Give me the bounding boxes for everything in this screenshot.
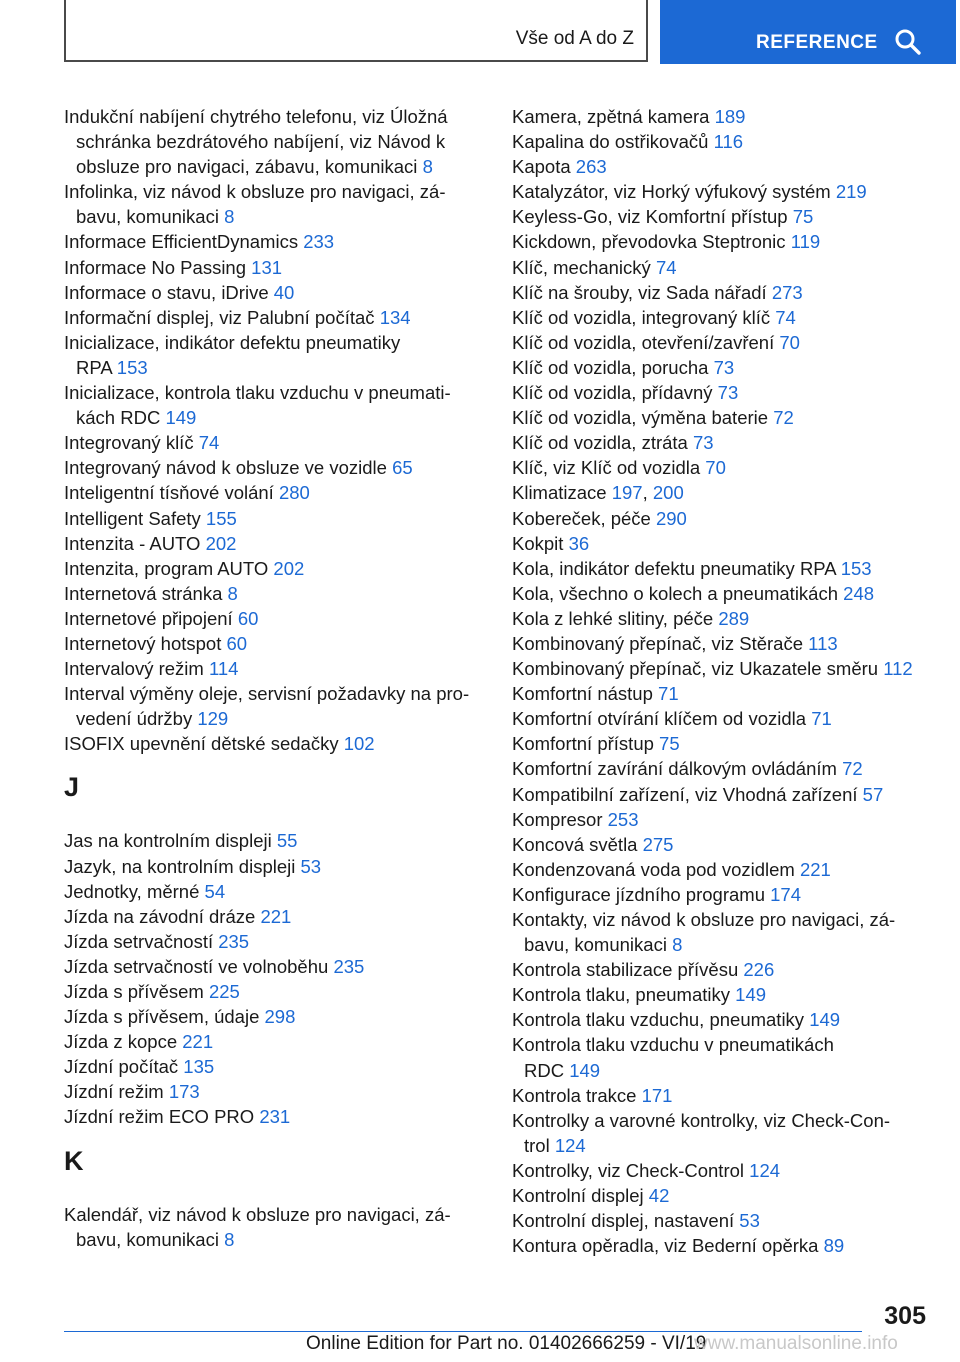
footer-divider: [64, 1331, 862, 1332]
index-entry: [64, 656, 484, 681]
index-entry-text: Kola, všechno o kolech a pneumatikách: [512, 582, 839, 604]
index-entry-text: Jízdní režim: [64, 1081, 164, 1103]
index-entry: [64, 305, 484, 330]
page-reference-link[interactable]: 134: [379, 306, 411, 328]
index-entry-text: Kontakty, viz návod k obsluze pro navigaci, zá- bavu, komunikaci: [512, 909, 896, 956]
index-entry: [64, 581, 484, 606]
index-letter-heading: K: [64, 1145, 84, 1176]
index-entry: [64, 104, 484, 179]
page-reference-link[interactable]: 226: [743, 959, 775, 981]
index-entry-text: Koncová světla: [512, 833, 638, 855]
index-entry: [512, 882, 932, 907]
page-reference-link[interactable]: 155: [205, 507, 237, 529]
page-reference-link[interactable]: 221: [799, 858, 831, 880]
index-entry-text: Kontrolní displej: [512, 1185, 644, 1207]
reference-tab[interactable]: [660, 0, 956, 64]
index-entry: [64, 506, 484, 531]
index-entry-text: Internetová stránka: [64, 582, 223, 604]
index-entry: [512, 982, 932, 1007]
index-entry-text: Kobereček, péče: [512, 507, 651, 529]
page-reference-link[interactable]: 289: [718, 607, 750, 629]
page-reference-link[interactable]: 248: [843, 582, 875, 604]
page-reference-link[interactable]: 57: [862, 783, 884, 805]
index-entry: [64, 229, 484, 254]
index-entry: [512, 104, 932, 129]
page-reference-link[interactable]: 70: [705, 457, 726, 479]
page-reference-link[interactable]: 53: [300, 855, 322, 877]
index-entry: [64, 280, 484, 305]
watermark-text: www.manualsonline.info: [694, 1333, 898, 1354]
index-entry-text: Jízda z kopce: [64, 1031, 178, 1053]
index-entry: [512, 1108, 932, 1158]
index-entry: [64, 879, 484, 904]
index-entry-text: Kola, indikátor defektu pneumatiky RPA: [512, 557, 836, 579]
index-entry-text: Jízdní počítač: [64, 1056, 179, 1078]
page-reference-link[interactable]: 53: [739, 1210, 760, 1232]
index-entry: [512, 706, 932, 731]
page-reference-link[interactable]: 225: [208, 981, 240, 1002]
page-reference-link[interactable]: 253: [607, 808, 639, 830]
index-entry: [512, 807, 932, 832]
page-reference-link[interactable]: 275: [642, 833, 674, 855]
page-reference-link[interactable]: 221: [182, 1031, 214, 1053]
index-entry: [64, 455, 484, 480]
index-entry: [512, 1007, 932, 1032]
page-reference-link[interactable]: 149: [165, 407, 197, 429]
index-entry: [64, 1004, 484, 1029]
index-entry-text: Jízda na závodní dráze: [64, 905, 256, 927]
page-reference-link[interactable]: 280: [278, 482, 310, 504]
index-entry: [64, 1104, 484, 1129]
index-entry-text: Keyless-Go, viz Komfortní přístup: [512, 206, 788, 228]
index-entry: [512, 907, 932, 957]
index-entry-text: Klíč, mechanický: [512, 256, 651, 278]
page-reference-link[interactable]: 235: [333, 955, 365, 977]
index-entry-text: Kapalina do ostřikovačů: [512, 131, 709, 153]
page-reference-link[interactable]: 113: [808, 632, 838, 654]
page-reference-link[interactable]: 119: [790, 231, 821, 253]
index-entry-text: Infolinka, viz návod k obsluze pro navigaci, zá- bavu, komunikaci: [64, 181, 446, 228]
page-header: [64, 0, 958, 64]
page-reference-link[interactable]: 8: [224, 206, 235, 228]
index-entry-text: Kontrolky a varovné kontrolky, viz Check-Con- trol: [512, 1109, 891, 1156]
page-reference-link[interactable]: 72: [842, 758, 863, 780]
index-entry: [64, 531, 484, 556]
page-reference-link[interactable]: 65: [392, 457, 413, 479]
index-entry: [512, 1233, 932, 1258]
index-entry: [512, 1083, 932, 1108]
index-entry: [512, 380, 932, 405]
page-reference-link[interactable]: 60: [226, 632, 248, 654]
index-entry: [64, 929, 484, 954]
index-entry: [512, 405, 932, 430]
page-reference-link[interactable]: 40: [273, 281, 295, 303]
index-entry-text: Kontrola tlaku, pneumatiky: [512, 984, 731, 1006]
page-reference-link[interactable]: 72: [773, 407, 794, 429]
page-reference-link[interactable]: 36: [568, 532, 590, 554]
index-entry: [512, 1032, 932, 1082]
index-entry: [512, 531, 932, 556]
page-reference-link[interactable]: 55: [276, 830, 298, 852]
index-entry-text: Kontrola tlaku vzduchu, pneumatiky: [512, 1009, 805, 1031]
index-entry: [512, 229, 932, 254]
page-reference-link[interactable]: 75: [792, 206, 814, 228]
index-entry-text: Klíč od vozidla, přídavný: [512, 382, 713, 404]
index-entry: [512, 631, 932, 656]
index-entry-text: Kompatibilní zařízení, viz Vhodná zařízení: [512, 783, 858, 805]
page-reference-link[interactable]: 298: [264, 1006, 296, 1028]
page-reference-link[interactable]: 149: [735, 984, 767, 1006]
index-entry-text: Integrovaný klíč: [64, 432, 194, 454]
index-entry: [512, 656, 932, 681]
index-entry: [512, 1208, 932, 1233]
page-reference-link[interactable]: 171: [641, 1084, 673, 1106]
index-entry: [512, 154, 932, 179]
page-reference-link[interactable]: 231: [259, 1106, 291, 1128]
index-entry: [64, 380, 484, 430]
page-reference-link[interactable]: 135: [183, 1056, 215, 1078]
index-column-right: [512, 104, 932, 1258]
index-entry-text: Jízda setrvačností ve volnoběhu: [64, 955, 329, 977]
index-entry-text: Klíč od vozidla, výměna baterie: [512, 407, 769, 429]
index-entry-text: Kondenzovaná voda pod vozidlem: [512, 858, 795, 880]
index-entry-text: Konfigurace jízdního programu: [512, 883, 765, 905]
index-entry-text: Komfortní zavírání dálkovým ovládáním: [512, 758, 837, 780]
index-entry-text: Interval výměny oleje, servisní požadavky na pro- vedení údržby: [64, 683, 470, 730]
index-entry-text: Internetové připojení: [64, 607, 233, 629]
index-entry: [512, 179, 932, 204]
index-entry: [512, 305, 932, 330]
page-reference-link[interactable]: 149: [569, 1059, 601, 1081]
index-entry-text: Inicializace, indikátor defektu pneumatiky RPA: [64, 331, 401, 378]
index-entry: [64, 430, 484, 455]
index-entry-text: Kontrolní displej, nastavení: [512, 1210, 735, 1232]
page-reference-link[interactable]: 129: [197, 708, 229, 730]
index-entry-text: Jednotky, měrné: [64, 880, 200, 902]
index-entry: [64, 1029, 484, 1054]
index-entry-text: Kombinovaný přepínač, viz Stěrače: [512, 632, 804, 654]
index-entry-text: Jízdní režim ECO PRO: [64, 1106, 255, 1128]
index-entry: [64, 330, 484, 380]
index-entry-text: Informace o stavu, iDrive: [64, 281, 269, 303]
page-reference-link[interactable]: 71: [811, 708, 832, 730]
index-entry-text: Jízda s přívěsem, údaje: [64, 1006, 260, 1028]
index-entry-text: Klíč na šrouby, viz Sada nářadí: [512, 281, 767, 303]
index-entry: [64, 979, 484, 1004]
index-entry: [512, 556, 932, 581]
index-entry-text: Internetový hotspot: [64, 632, 222, 654]
index-entry-text: Kola z lehké slitiny, péče: [512, 607, 714, 629]
index-entry: [64, 179, 484, 229]
page-reference-link[interactable]: 200: [652, 482, 684, 504]
index-entry: [64, 556, 484, 581]
page-reference-link[interactable]: 73: [713, 356, 735, 378]
index-entry: [512, 455, 932, 480]
page-reference-link[interactable]: 102: [343, 733, 375, 755]
page-reference-link[interactable]: 60: [237, 607, 259, 629]
page-reference-link[interactable]: 233: [303, 231, 335, 253]
page-reference-link[interactable]: 202: [273, 557, 305, 579]
index-entry: [64, 606, 484, 631]
index-entry-text: Kickdown, převodovka Steptronic: [512, 231, 786, 253]
page-reference-link[interactable]: 235: [218, 930, 250, 952]
index-entry-text: Klíč od vozidla, ztráta: [512, 432, 688, 454]
index-entry-text: Klíč od vozidla, otevření/zavření: [512, 331, 775, 353]
index-entry-text: Komfortní otvírání klíčem od vozidla: [512, 708, 807, 730]
page-reference-link[interactable]: 8: [422, 156, 433, 178]
index-entry: [512, 782, 932, 807]
page-reference-link[interactable]: 173: [168, 1081, 200, 1103]
index-entry-text: Kontura opěradla, viz Bederní opěrka: [512, 1235, 819, 1257]
index-entry: [512, 1158, 932, 1183]
index-entry-text: Intenzita, program AUTO: [64, 557, 269, 579]
index-entry: Klimatizace 197, 200: [512, 482, 684, 504]
index-entry: [512, 355, 932, 380]
index-entry-text: Kombinovaný přepínač, viz Ukazatele směru: [512, 658, 879, 680]
index-entry-text: Kapota: [512, 156, 571, 178]
page-reference-link[interactable]: 73: [692, 432, 714, 454]
page-reference-link[interactable]: 273: [771, 281, 803, 303]
index-entry: [64, 255, 484, 280]
index-entry-text: Intenzita - AUTO: [64, 532, 201, 554]
page-reference-link[interactable]: 219: [835, 181, 867, 203]
index-entry: [512, 731, 932, 756]
index-entry: [512, 957, 932, 982]
index-entry-text: Kalendář, viz návod k obsluze pro navigaci, zá- bavu, komunikaci: [64, 1203, 451, 1250]
index-entry-text: Katalyzátor, viz Horký výfukový systém: [512, 181, 831, 203]
page-reference-link[interactable]: 112: [883, 658, 913, 680]
page-reference-link[interactable]: 70: [779, 331, 800, 353]
index-entry-text: Kamera, zpětná kamera: [512, 106, 710, 127]
index-entry-text: Inicializace, kontrola tlaku vzduchu v pneumati- kách RDC: [64, 382, 451, 429]
index-entry: [64, 1054, 484, 1079]
page-reference-link[interactable]: 124: [554, 1134, 586, 1156]
index-entry-text: Kontrola tlaku vzduchu v pneumatikách RDC: [512, 1034, 834, 1081]
index-entry: [512, 129, 932, 154]
index-entry: [64, 954, 484, 979]
index-entry-text: Kontrola trakce: [512, 1084, 637, 1106]
index-entry: [512, 204, 932, 229]
page-reference-link[interactable]: 89: [823, 1235, 845, 1257]
index-entry-text: Kokpit: [512, 532, 564, 554]
index-entry: [512, 430, 932, 455]
index-entry-text: Indukční nabíjení chytrého telefonu, viz Úložná schránka bezdrátového nabíjení, viz Návod k obsluze pro navigaci, zábavu, komunikaci: [64, 106, 448, 178]
section-tab: [64, 0, 648, 62]
index-entry-text: Jazyk, na kontrolním displeji: [64, 855, 296, 877]
page-reference-link[interactable]: 71: [658, 683, 679, 705]
page-reference-link[interactable]: 153: [840, 557, 872, 579]
index-entry-text: Jízda s přívěsem: [64, 981, 204, 1002]
index-entry-text: Komfortní nástup: [512, 683, 653, 705]
index-entry: [64, 631, 484, 656]
search-icon[interactable]: [894, 28, 922, 56]
index-entry: [512, 1183, 932, 1208]
index-entry: [64, 681, 484, 731]
page-reference-link[interactable]: 149: [809, 1009, 841, 1031]
index-entry: [64, 904, 484, 929]
index-entry: [512, 581, 932, 606]
page-reference-link[interactable]: 124: [749, 1159, 781, 1181]
page-reference-link[interactable]: 74: [775, 306, 796, 328]
page-reference-link[interactable]: 8: [227, 582, 238, 604]
page-reference-link[interactable]: 116: [713, 131, 744, 153]
page-reference-link[interactable]: 8: [224, 1228, 235, 1250]
index-entry-text: Klíč od vozidla, integrovaný klíč: [512, 306, 771, 328]
index-entry: [64, 854, 484, 879]
index-entry-text: Klimatizace: [512, 482, 607, 504]
index-entry-text: Kontrolky, viz Check-Control: [512, 1159, 745, 1181]
index-entry-text: Informace EfficientDynamics: [64, 231, 299, 253]
index-entry-text: Informace No Passing: [64, 256, 247, 278]
index-entry-text: Klíč, viz Klíč od vozidla: [512, 457, 701, 479]
index-entry-text: Jízda setrvačností: [64, 930, 214, 952]
page-number: 305: [884, 1302, 926, 1330]
page-reference-link[interactable]: 42: [648, 1185, 670, 1207]
index-entry: [512, 857, 932, 882]
index-entry: [512, 756, 932, 781]
index-letter-heading: J: [64, 772, 80, 803]
index-entry: [64, 1079, 484, 1104]
index-entry-text: Informační displej, viz Palubní počítač: [64, 306, 375, 328]
index-entry-text: Kompresor: [512, 808, 603, 830]
index-entry-text: Intelligent Safety: [64, 507, 201, 529]
index-entry: [64, 731, 484, 756]
index-entry-text: Inteligentní tísňové volání: [64, 482, 274, 504]
page-reference-link[interactable]: 202: [205, 532, 237, 554]
index-entry: [64, 1202, 484, 1252]
section-title: Vše od A do Z: [515, 28, 634, 49]
page-reference-link[interactable]: 174: [770, 883, 801, 905]
edition-footer: Online Edition for Part no. 01402666259 - VI/19: [306, 1333, 707, 1354]
index-entry: [512, 255, 932, 280]
page-reference-link[interactable]: 54: [204, 880, 226, 902]
page-reference-link[interactable]: 131: [251, 256, 283, 278]
index-entry: [512, 606, 932, 631]
page-reference-link[interactable]: 290: [655, 507, 687, 529]
page-reference-link[interactable]: 189: [714, 106, 746, 127]
page-reference-link[interactable]: 153: [116, 356, 148, 378]
index-entry-text: Kontrola stabilizace přívěsu: [512, 959, 739, 981]
page-reference-link[interactable]: 8: [672, 934, 683, 956]
page-reference-link[interactable]: 197: [611, 482, 643, 504]
index-entry-text: Komfortní přístup: [512, 733, 654, 755]
index-column-left: [64, 104, 484, 1252]
index-entry: [64, 828, 484, 853]
index-entry-text: ISOFIX upevnění dětské sedačky: [64, 733, 339, 755]
index-entry: [512, 280, 932, 305]
index-entry-text: Klíč od vozidla, porucha: [512, 356, 709, 378]
page-reference-link[interactable]: 73: [717, 382, 739, 404]
page-reference-link[interactable]: 75: [659, 733, 680, 755]
index-entry-text: Intervalový režim: [64, 658, 204, 680]
index-entry: [64, 480, 484, 505]
index-entry-text: Integrovaný návod k obsluze ve vozidle: [64, 457, 387, 479]
page-reference-link[interactable]: 74: [655, 256, 677, 278]
index-entry: [512, 330, 932, 355]
index-entry-text: Jas na kontrolním displeji: [64, 830, 272, 852]
page-reference-link[interactable]: 74: [198, 432, 220, 454]
index-entry: [512, 506, 932, 531]
page-reference-link[interactable]: 263: [575, 156, 607, 178]
index-entry: [512, 832, 932, 857]
reference-label: REFERENCE: [756, 32, 878, 53]
page-reference-link[interactable]: 221: [260, 905, 292, 927]
index-entry: [512, 681, 932, 706]
page-reference-link[interactable]: 114: [208, 658, 239, 680]
